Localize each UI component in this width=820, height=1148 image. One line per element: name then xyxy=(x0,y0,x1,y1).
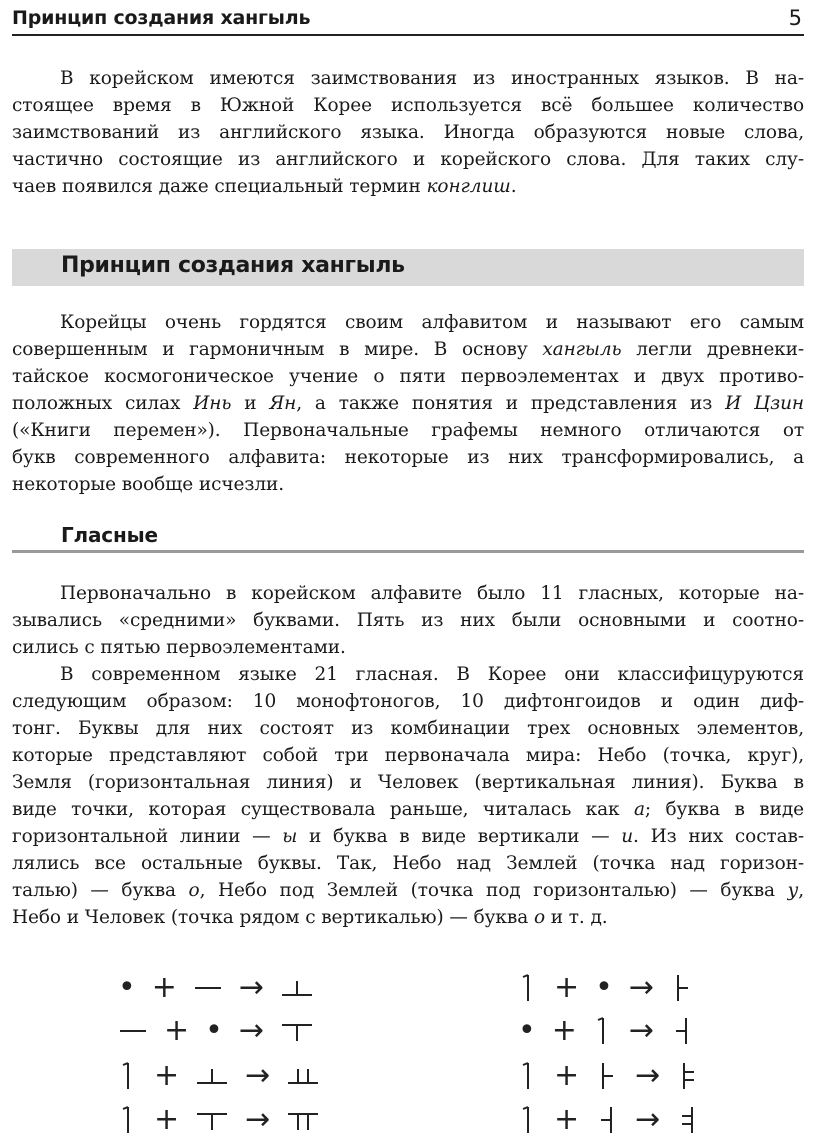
vowel-u-glyph xyxy=(195,1105,229,1135)
formula-row-u xyxy=(118,1011,314,1051)
text-line: («Книги перемен»). Первоначальные графемы немного отличаются от xyxy=(12,420,804,441)
vertical-stroke-icon xyxy=(118,1105,138,1135)
text-run: и буква в виде вертикали — xyxy=(297,826,622,847)
arrow-sign: → xyxy=(238,970,264,1005)
text-line: тонг. Буквы для них состоят из комбинации трех основных элементов, xyxy=(12,718,804,739)
vertical-stroke-icon xyxy=(593,1016,613,1046)
text-line: следующим образом: 10 монофтоногов, 10 дифтонгоидов и один диф- xyxy=(12,691,804,712)
plus-sign: + xyxy=(154,1102,180,1137)
dot-element: • xyxy=(205,1013,223,1048)
vowel-yo-glyph xyxy=(286,1061,320,1091)
text-line: зывались «средними» буквами. Пять из них были основными и соотно- xyxy=(12,610,804,631)
text-run: , xyxy=(798,880,804,901)
intro-paragraph xyxy=(12,65,804,200)
vowel-yeo-glyph xyxy=(676,1105,700,1135)
term-yin: Инь xyxy=(193,393,232,414)
formula-row-o xyxy=(118,968,314,1008)
arrow-sign: → xyxy=(628,970,654,1005)
text-line xyxy=(12,877,804,904)
text-line: Первоначально в корейском алфавите было 11 гласных, которые на- xyxy=(60,583,804,604)
letter-a: а xyxy=(633,799,645,820)
letter-o: о xyxy=(188,880,200,901)
dot-element: • xyxy=(518,1013,536,1048)
text-run: . Из них состав- xyxy=(633,826,804,847)
text-run: . xyxy=(510,176,517,197)
arrow-sign: → xyxy=(635,1058,661,1093)
plus-sign: + xyxy=(554,970,580,1005)
text-run: Небо и Человек (точка рядом с вертикалью) — буква xyxy=(12,907,534,928)
formula-row-eo xyxy=(518,1011,694,1051)
text-line xyxy=(12,390,804,417)
vertical-stroke-icon xyxy=(118,1061,138,1091)
formula-row-yo xyxy=(118,1056,320,1096)
formula-row-yeo xyxy=(518,1100,700,1140)
text-run: горизонтальной линии — xyxy=(12,826,283,847)
text-run: талью) — буква xyxy=(12,880,189,901)
letter-i: и xyxy=(621,826,634,847)
vowels-heading xyxy=(12,522,804,553)
text-line: букв современного алфавита: некоторые из них трансформировались, а xyxy=(12,447,804,468)
text-line: стоящее время в Южной Корее используется всё большее количество xyxy=(12,95,804,116)
vowels-title: Гласные xyxy=(61,523,158,547)
arrow-sign: → xyxy=(635,1102,661,1137)
text-run: положных силах xyxy=(12,393,194,414)
text-run: , Небо под Землей (точка под горизонталью) — буква xyxy=(199,880,788,901)
arrow-sign: → xyxy=(238,1013,264,1048)
dot-element: • xyxy=(118,970,136,1005)
vowel-a-glyph xyxy=(595,1061,619,1091)
vowel-o-glyph xyxy=(280,973,314,1003)
text-line: Корейцы очень гордятся своим алфавитом и называют его самым xyxy=(60,312,804,333)
text-run: виде точки, которая существовала раньше, читалась как xyxy=(12,799,634,820)
vowels-paragraph-1 xyxy=(12,580,804,661)
page-number: 5 xyxy=(788,6,802,30)
plus-sign: + xyxy=(554,1102,580,1137)
plus-sign: + xyxy=(154,1058,180,1093)
vertical-stroke-icon xyxy=(518,1061,538,1091)
term-konglish: конглиш xyxy=(426,176,511,197)
vertical-stroke-icon xyxy=(518,1105,538,1135)
formula-row-yu xyxy=(118,1100,320,1140)
vowels-paragraph-2 xyxy=(12,661,804,931)
letter-y: ы xyxy=(282,826,298,847)
formula-row-ya xyxy=(518,1056,700,1096)
text-line: Земля (горизонтальная линия) и Человек (вертикальная линия). Буква в xyxy=(12,772,804,793)
arrow-sign: → xyxy=(245,1058,271,1093)
text-line: В корейском имеются заимствования из иностранных языков. В на- xyxy=(60,68,804,89)
vowel-yu-glyph xyxy=(286,1105,320,1135)
text-run: и xyxy=(231,393,270,414)
text-line: которые представляют собой три первоначала мира: Небо (точка, круг), xyxy=(12,745,804,766)
text-line: некоторые вообще исчезли. xyxy=(12,474,285,495)
arrow-sign: → xyxy=(628,1013,654,1048)
horizontal-stroke-icon xyxy=(193,973,223,1003)
text-line: сились с пятью первоэлементами. xyxy=(12,637,346,658)
vowel-a-glyph xyxy=(670,973,694,1003)
vowel-ya-glyph xyxy=(676,1061,700,1091)
plus-sign: + xyxy=(551,1013,577,1048)
dot-element: • xyxy=(595,970,613,1005)
text-line: заимствований из английского языка. Иногда образуются новые слова, xyxy=(12,122,804,143)
vertical-stroke-icon xyxy=(518,973,538,1003)
text-run: ; буква в виде xyxy=(644,799,804,820)
text-run: легли древнеки- xyxy=(621,339,804,360)
horizontal-stroke-icon xyxy=(118,1016,148,1046)
text-line: В современном языке 21 гласная. В Корее они классифицуруются xyxy=(60,664,804,685)
text-line xyxy=(12,796,804,823)
section-title: Принцип создания хангыль xyxy=(61,253,405,278)
running-header xyxy=(12,4,804,36)
text-run: чаев появился даже специальный термин xyxy=(12,176,427,197)
section-heading xyxy=(12,249,804,286)
text-line xyxy=(12,336,804,363)
section-paragraph xyxy=(12,309,804,498)
term-i-ching: И Цзин xyxy=(725,393,804,414)
term-yang: Ян xyxy=(269,393,297,414)
vowel-eo-glyph xyxy=(595,1105,619,1135)
letter-u: у xyxy=(787,880,799,901)
vowel-eo-glyph xyxy=(670,1016,694,1046)
formula-row-a xyxy=(518,968,694,1008)
text-line: частично состоящие из английского и корейского слова. Для таких слу- xyxy=(12,149,804,170)
letter-o: о xyxy=(533,907,545,928)
text-line xyxy=(12,904,804,931)
plus-sign: + xyxy=(164,1013,190,1048)
plus-sign: + xyxy=(554,1058,580,1093)
text-line: лялись все остальные буквы. Так, Небо над Землей (точка над горизон- xyxy=(12,853,804,874)
text-line xyxy=(12,173,804,200)
text-run: совершенным и гармоничным в мире. В основу xyxy=(12,339,543,360)
text-line xyxy=(12,823,804,850)
term-hangeul: хангыль xyxy=(542,339,622,360)
arrow-sign: → xyxy=(245,1102,271,1137)
text-run: и т. д. xyxy=(544,907,608,928)
text-line: тайское космогоническое учение о пяти первоэлементах и двух противо- xyxy=(12,366,804,387)
plus-sign: + xyxy=(151,970,177,1005)
vowel-o-glyph xyxy=(195,1061,229,1091)
vowel-u-glyph xyxy=(280,1016,314,1046)
text-run: , а также понятия и представления из xyxy=(296,393,726,414)
running-title: Принцип создания хангыль xyxy=(12,7,311,29)
